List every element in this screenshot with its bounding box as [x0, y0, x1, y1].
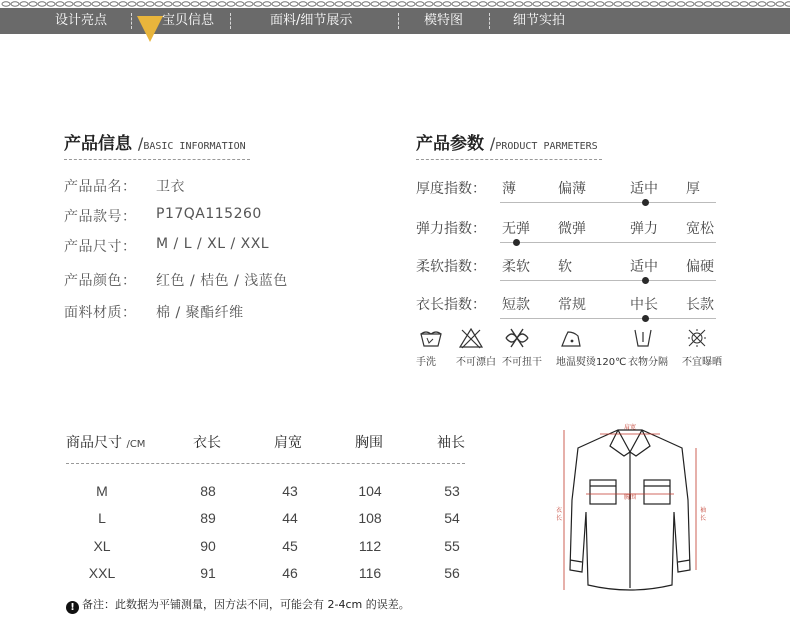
heading-slash: /: [137, 134, 144, 153]
nav-bar: [0, 8, 790, 34]
heading-slash: /: [489, 134, 496, 153]
info-value-size: M / L / XL / XXL: [156, 236, 270, 252]
param-option: 宽松: [686, 221, 714, 237]
param-option: 厚: [686, 181, 700, 197]
divider: [64, 159, 250, 160]
care-label: 衣物分隔: [628, 357, 668, 368]
table-cell: 43: [282, 483, 298, 499]
nav-item-model[interactable]: 模特图: [424, 13, 464, 28]
nav-item-design[interactable]: 设计亮点: [55, 13, 108, 28]
size-header-label: 商品尺寸: [66, 435, 122, 451]
info-value-color: 红色 / 桔色 / 浅蓝色: [156, 273, 288, 289]
param-option: 长款: [686, 297, 714, 313]
table-cell: 46: [282, 565, 298, 581]
nav-separator: [489, 13, 490, 29]
table-cell: 54: [444, 510, 460, 526]
info-label-sku: 产品款号：: [64, 209, 137, 225]
separate-wash-icon: [630, 326, 656, 350]
basic-info-title: 产品信息: [64, 134, 132, 154]
nav-separator: [398, 13, 399, 29]
warning-icon: !: [66, 601, 79, 614]
params-heading: [416, 129, 598, 154]
param-option: 适中: [630, 259, 658, 275]
table-cell: 104: [358, 483, 382, 499]
no-sun-dry-icon: [684, 326, 710, 350]
table-cell: 53: [444, 483, 460, 499]
param-track: [500, 202, 716, 203]
no-bleach-icon: [458, 326, 484, 350]
param-indicator-dot: [513, 239, 520, 246]
size-header-length: 衣长: [193, 435, 221, 451]
info-label-name: 产品品名：: [64, 179, 137, 195]
table-cell: 90: [200, 538, 216, 554]
low-iron-icon: [558, 326, 584, 350]
param-option: 短款: [502, 297, 530, 313]
param-option: 无弹: [502, 221, 530, 237]
table-cell: 112: [358, 538, 382, 554]
info-value-sku: P17QA115260: [156, 206, 262, 222]
size-header-chest: 胸围: [355, 435, 383, 451]
table-cell: XL: [93, 538, 111, 554]
care-label: 不宜曝晒: [682, 357, 722, 368]
sleeve-label: 袖长: [700, 507, 707, 522]
param-label: 厚度指数：: [416, 181, 486, 197]
table-cell: 55: [444, 538, 460, 554]
info-label-material: 面料材质：: [64, 305, 137, 321]
param-track: [500, 318, 716, 319]
care-label: 不可扭干: [502, 357, 542, 368]
param-option: 偏薄: [558, 181, 586, 197]
table-cell: 108: [358, 510, 382, 526]
param-indicator-dot: [642, 315, 649, 322]
size-unit: /CM: [126, 439, 146, 450]
hand-wash-icon: [418, 326, 444, 350]
nav-item-detail[interactable]: 细节实拍: [513, 13, 566, 28]
table-cell: 88: [200, 483, 216, 499]
param-option: 微弹: [558, 221, 586, 237]
table-cell: 89: [200, 510, 216, 526]
table-cell: XXL: [88, 565, 116, 581]
param-track: [500, 280, 716, 281]
shoulder-label: 肩宽: [623, 424, 637, 431]
param-track: [500, 242, 716, 243]
table-cell: 45: [282, 538, 298, 554]
param-label: 柔软指数：: [416, 259, 486, 275]
info-label-color: 产品颜色：: [64, 273, 137, 289]
divider: [416, 159, 602, 160]
care-label: 地温熨烫120℃: [556, 357, 627, 368]
basic-info-heading: [64, 129, 246, 154]
table-cell: 91: [200, 565, 216, 581]
right-pocket: [644, 480, 670, 504]
chest-label: 胸围: [623, 494, 637, 501]
care-label: 手洗: [416, 357, 436, 368]
info-value-name: 卫衣: [156, 179, 185, 195]
table-cell: M: [96, 483, 108, 499]
param-option: 偏硬: [686, 259, 714, 275]
param-option: 常规: [558, 297, 586, 313]
size-header-size: [66, 432, 145, 452]
size-header-sleeve: 袖长: [437, 435, 465, 451]
nav-separator: [230, 13, 231, 29]
param-option: 柔软: [502, 259, 530, 275]
params-title: 产品参数: [416, 134, 484, 154]
size-unit-value: CM: [129, 439, 146, 450]
table-cell: L: [98, 510, 106, 526]
param-indicator-dot: [642, 277, 649, 284]
nav-separator: [131, 13, 132, 29]
param-label: 衣长指数：: [416, 297, 486, 313]
info-value-material: 棉 / 聚酯纤维: [156, 305, 244, 321]
param-option: 适中: [630, 181, 658, 197]
note-text: 备注：此数据为平铺测量，因方法不同，可能会有 2-4cm 的误差。: [82, 598, 410, 611]
nav-item-fabric[interactable]: 面料/细节展示: [270, 13, 353, 28]
length-label: 衣长: [556, 507, 563, 522]
no-wring-icon: [504, 326, 530, 350]
left-pocket: [590, 480, 616, 504]
chain-border: [0, 0, 790, 8]
table-divider: [66, 463, 465, 464]
shirt-measurement-diagram: [550, 420, 710, 600]
care-label: 不可漂白: [456, 357, 496, 368]
param-option: 软: [558, 259, 572, 275]
nav-active-arrow-icon: [137, 8, 163, 42]
params-subtitle: PRODUCT PARMETERS: [495, 141, 598, 152]
measurement-note: [66, 596, 410, 614]
nav-item-product-info[interactable]: 宝贝信息: [162, 13, 215, 28]
param-option: 薄: [502, 181, 516, 197]
param-option: 弹力: [630, 221, 658, 237]
size-header-shoulder: 肩宽: [274, 435, 302, 451]
param-label: 弹力指数：: [416, 221, 486, 237]
basic-info-subtitle: BASIC INFORMATION: [143, 141, 246, 152]
table-cell: 56: [444, 565, 460, 581]
info-label-size: 产品尺寸：: [64, 239, 137, 255]
param-option: 中长: [630, 297, 658, 313]
param-indicator-dot: [642, 199, 649, 206]
table-cell: 44: [282, 510, 298, 526]
table-cell: 116: [358, 565, 382, 581]
